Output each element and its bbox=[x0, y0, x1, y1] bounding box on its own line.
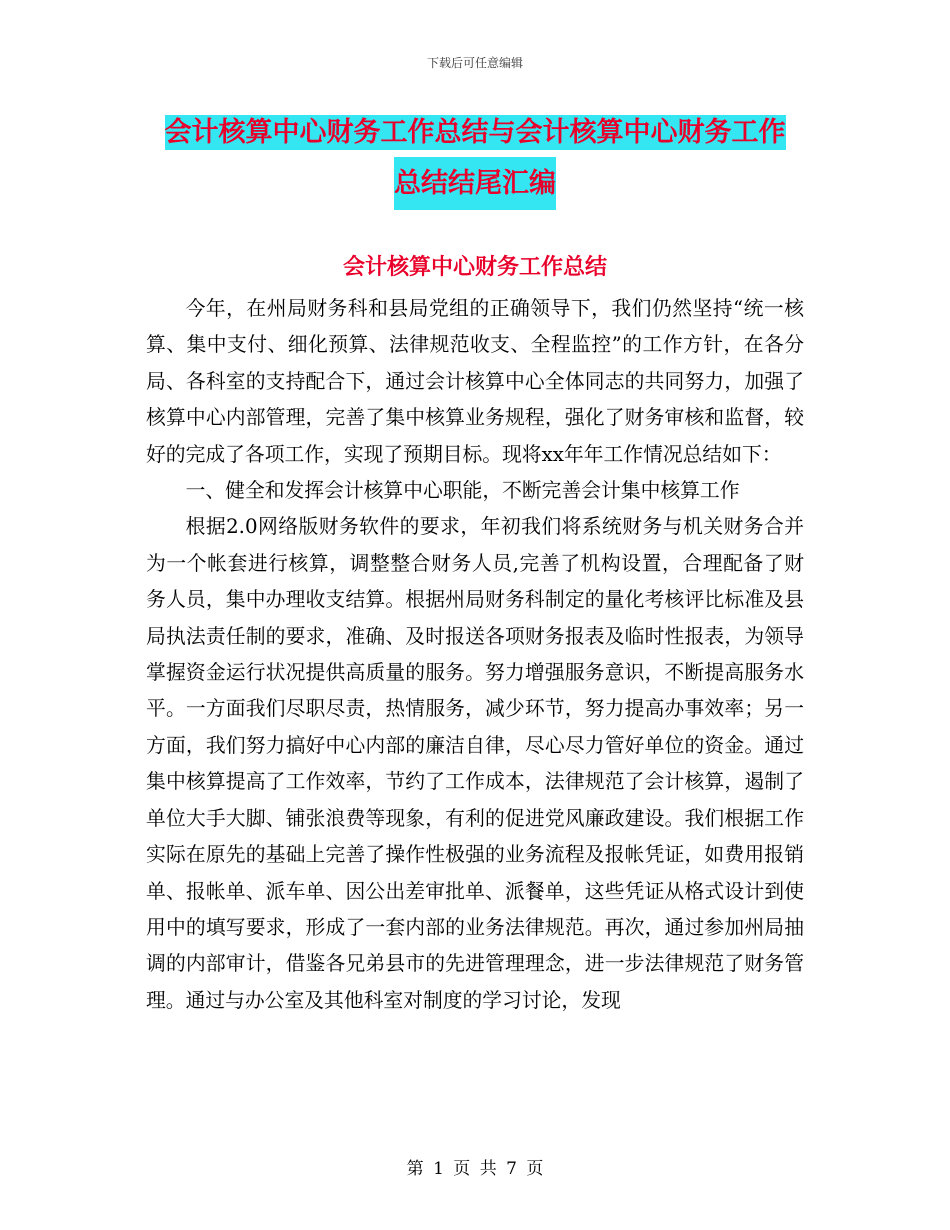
document-title-line-1: 会计核算中心财务工作总结与会计核算中心财务工作 bbox=[164, 117, 786, 148]
document-title-line-2: 总结结尾汇编 bbox=[394, 157, 556, 210]
body-paragraph-details: 根据2.0网络版财务软件的要求，年初我们将系统财务与机关财务合并为一个帐套进行核算，调整整合财务人员,完善了机构设置，合理配备了财务人员，集中办理收支结算。根据州局财务科制定的量化考核评比标准及县局执法责任制的要求，准确、及时报送各项财务报表及临时性报表，为领导掌握资金运行状况提供高质量的服务。努力增强服务意识，不断提高服务水平。一方面我们尽职尽责，热情服务，减少环节，努力提高办事效率；另一方面，我们努力搞好中心内部的廉洁自律，尽心尽力管好单位的资金。通过集中核算提高了工作效率，节约了工作成本，法律规范了会计核算，遏制了单位大手大脚、铺张浪费等现象，有利的促进党风廉政建设。我们根据工作实际在原先的基础上完善了操作性极强的业务流程及报帐凭证，如费用报销单、报帐单、派车单、因公出差审批单、派餐单，这些凭证从格式设计到使用中的填写要求，形成了一套内部的业务法律规范。再次，通过参加州局抽调的内部审计，借鉴各兄弟县市的先进管理理念，进一步法律规范了财务管理。通过与办公室及其他科室对制度的学习讨论，发现 bbox=[146, 515, 804, 1012]
body-paragraph-heading-1: 一、健全和发挥会计核算中心职能，不断完善会计集中核算工作 bbox=[185, 479, 740, 503]
section-heading: 会计核算中心财务工作总结 bbox=[342, 255, 607, 280]
document-body bbox=[146, 291, 804, 1019]
page-number-footer: 第 1 页 共 7 页 bbox=[406, 1159, 544, 1179]
body-paragraph-intro: 今年，在州局财务科和县局党组的正确领导下，我们仍然坚持“统一核算、集中支付、细化预算、法律规范收支、全程监控”的工作方针，在各分局、各科室的支持配合下，通过会计核算中心全体同志的共同努力，加强了核算中心内部管理，完善了集中核算业务规程，强化了财务审核和监督，较好的完成了各项工作，实现了预期目标。现将xx年年工作情况总结如下： bbox=[146, 297, 804, 466]
header-note: 下载后可任意编辑 bbox=[426, 56, 523, 70]
document-title bbox=[0, 108, 950, 210]
